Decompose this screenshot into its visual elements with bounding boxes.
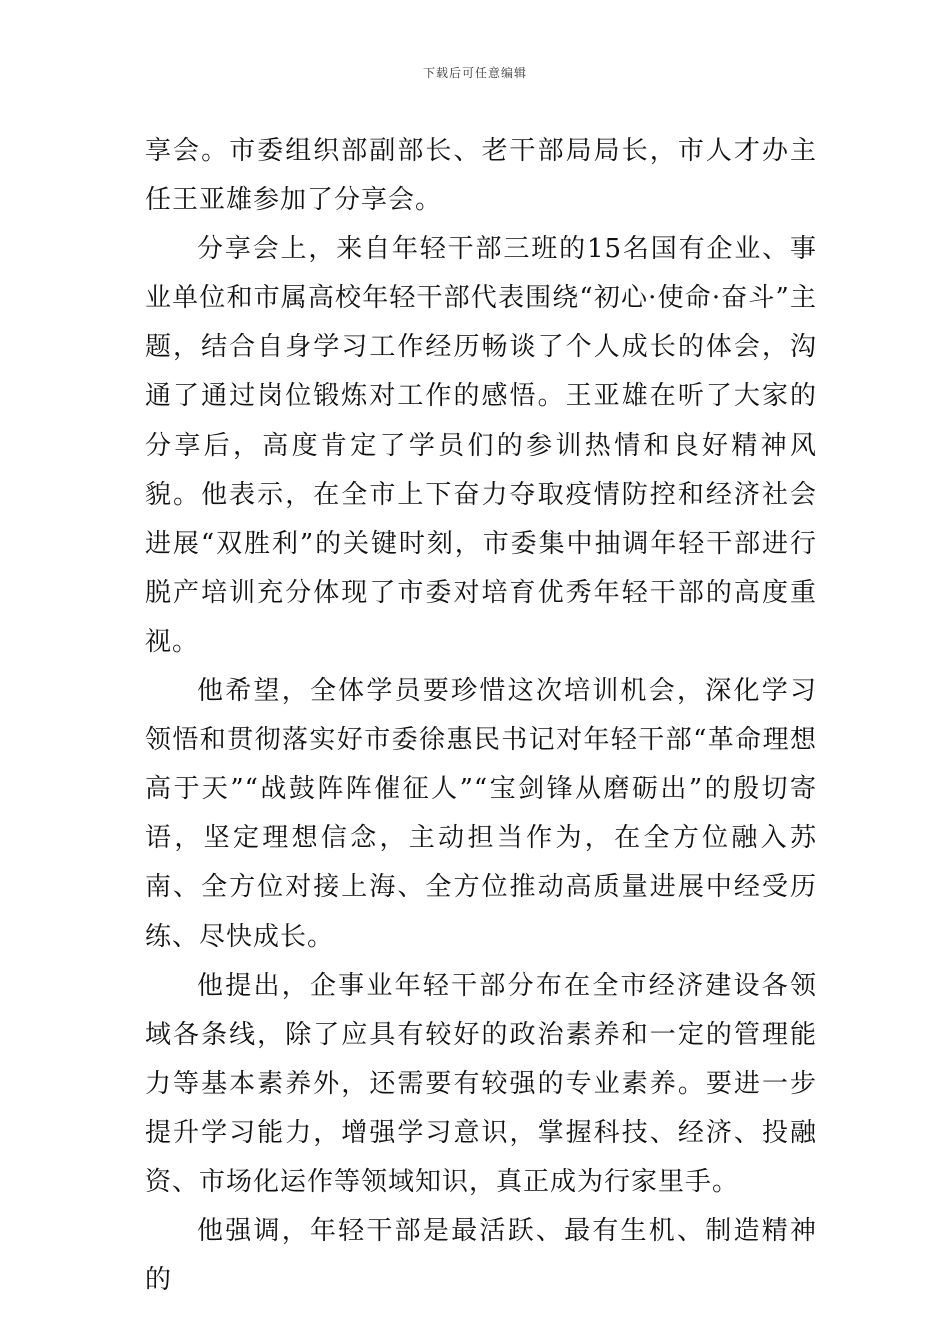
paragraph-1: 享会。市委组织部副部长、老干部局局长，市人才办主任王亚雄参加了分享会。 <box>145 136 817 216</box>
paragraph-2: 分享会上，来自年轻干部三班的15名国有企业、事业单位和市属高校年轻干部代表围绕“初心·使命·奋斗”主题，结合自身学习工作经历畅谈了个人成长的体会，沟通了通过岗位锻炼对工作的感悟。王亚雄在听了大家的分享后，高度肯定了学员们的参训热情和良好精神风貌。他表示，在全市上下奋力夺取疫情防控和经济社会进展“双胜利”的关键时刻，市委集中抽调年轻干部进行脱产培训充分体现了市委对培育优秀年轻干部的高度重视。 <box>145 234 817 657</box>
page-header: 下载后可任意编辑 <box>422 66 527 80</box>
paragraph-3: 他希望，全体学员要珍惜这次培训机会，深化学习领悟和贯彻落实好市委徐惠民书记对年轻干部“革命理想高于天”“战鼓阵阵催征人”“宝剑锋从磨砺出”的殷切寄语，坚定理想信念，主动担当作为，在全方位融入苏南、全方位对接上海、全方位推动高质量进展中经受历练、尽快成长。 <box>145 676 817 952</box>
document-body <box>145 127 817 1305</box>
paragraph-5: 他强调，年轻干部是最活跃、最有生机、制造精神的 <box>145 1216 817 1296</box>
paragraph-4: 他提出，企事业年轻干部分布在全市经济建设各领域各条线，除了应具有较好的政治素养和一定的管理能力等基本素养外，还需要有较强的专业素养。要进一步提升学习能力，增强学习意识，掌握科技、经济、投融资、市场化运作等领域知识，真正成为行家里手。 <box>145 970 817 1197</box>
